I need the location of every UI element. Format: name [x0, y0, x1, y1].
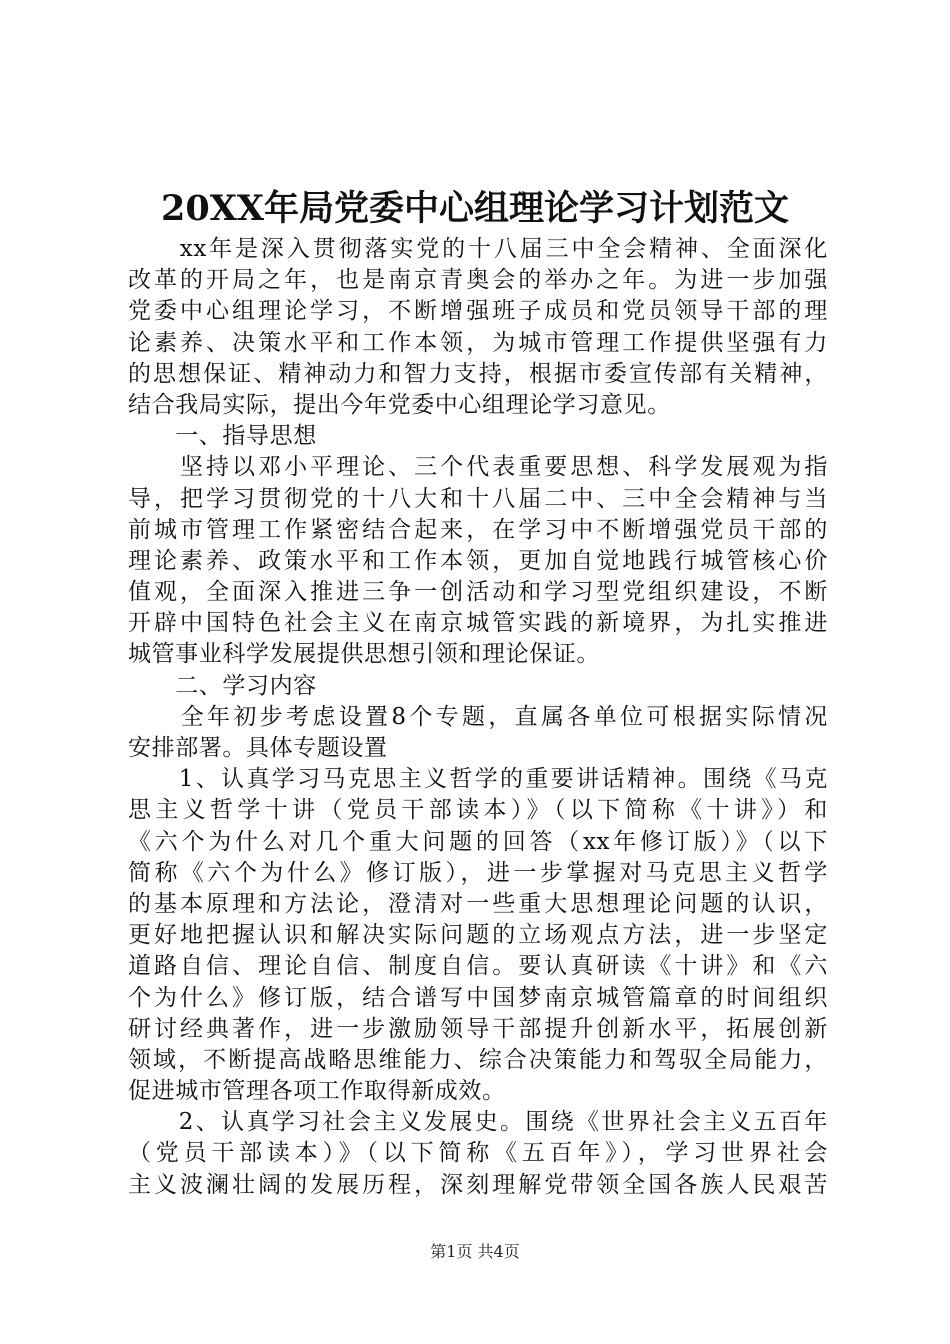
- text-line: 改革的开局之年，也是南京青奥会的举办之年。为进一步加强: [128, 267, 828, 294]
- text-line: 全年初步考虑设置8个专题，直属各单位可根据实际情况: [128, 703, 828, 730]
- text-line: 论素养、决策水平和工作本领，为城市管理工作提供坚强有力: [128, 329, 828, 356]
- text-line: 2、认真学习社会主义发展史。围绕《世界社会主义五百年: [128, 1109, 828, 1136]
- text-line: 主义波澜壮阔的发展历程，深刻理解党带领全国各族人民艰苦: [128, 1171, 828, 1198]
- text-line: 道路自信、理论自信、制度自信。要认真研读《十讲》和《六: [128, 953, 828, 980]
- text-line: 导，把学习贯彻党的十八大和十八届二中、三中全会精神与当: [128, 485, 828, 512]
- text-line: 二、学习内容: [128, 672, 317, 699]
- text-line: 更好地把握认识和解决实际问题的立场观点方法，进一步坚定: [128, 922, 828, 949]
- text-line: 《六个为什么对几个重大问题的回答（xx年修订版）》（以下: [128, 828, 828, 855]
- text-line: 领域，不断提高战略思维能力、综合决策能力和驾驭全局能力，: [128, 1046, 828, 1073]
- text-line: 促进城市管理各项工作取得新成效。: [128, 1078, 506, 1105]
- text-line: 理论素养、政策水平和工作本领，更加自觉地践行城管核心价: [128, 547, 828, 574]
- text-line: 研讨经典著作，进一步激励领导干部提升创新水平，拓展创新: [128, 1015, 828, 1042]
- text-line: 个为什么》修订版，结合谱写中国梦南京城管篇章的时间组织: [128, 984, 828, 1011]
- text-line: 开辟中国特色社会主义在南京城管实践的新境界，为扎实推进: [128, 610, 828, 637]
- text-line: 城管事业科学发展提供思想引领和理论保证。: [128, 641, 600, 668]
- text-line: 安排部署。具体专题设置: [128, 735, 388, 761]
- document-title: 20XX年局党委中心组理论学习计划范文: [160, 188, 790, 229]
- text-line: 结合我局实际，提出今年党委中心组理论学习意见。: [128, 391, 671, 418]
- text-line: 值观，全面深入推进三争一创活动和学习型党组织建设，不断: [128, 579, 828, 606]
- text-line: （党员干部读本）》（以下简称《五百年》），学习世界社会: [128, 1140, 828, 1167]
- text-line: 简称《六个为什么》修订版），进一步掌握对马克思主义哲学: [128, 859, 828, 886]
- text-line: 1、认真学习马克思主义哲学的重要讲话精神。围绕《马克: [128, 766, 828, 793]
- text-line: 的基本原理和方法论，澄清对一些重大思想理论问题的认识，: [128, 890, 828, 917]
- text-line: xx年是深入贯彻落实党的十八届三中全会精神、全面深化: [128, 236, 828, 262]
- document-body: [128, 234, 828, 1201]
- text-line: 前城市管理工作紧密结合起来，在学习中不断增强党员干部的: [128, 516, 828, 543]
- text-line: 思主义哲学十讲（党员干部读本）》（以下简称《十讲》）和: [128, 797, 828, 824]
- text-line: 坚持以邓小平理论、三个代表重要思想、科学发展观为指: [128, 454, 828, 481]
- page-footer: 第1页 共4页: [430, 1242, 520, 1261]
- text-line: 一、指导思想: [128, 423, 317, 450]
- text-line: 党委中心组理论学习，不断增强班子成员和党员领导干部的理: [128, 298, 828, 325]
- text-line: 的思想保证、精神动力和智力支持，根据市委宣传部有关精神，: [128, 360, 828, 387]
